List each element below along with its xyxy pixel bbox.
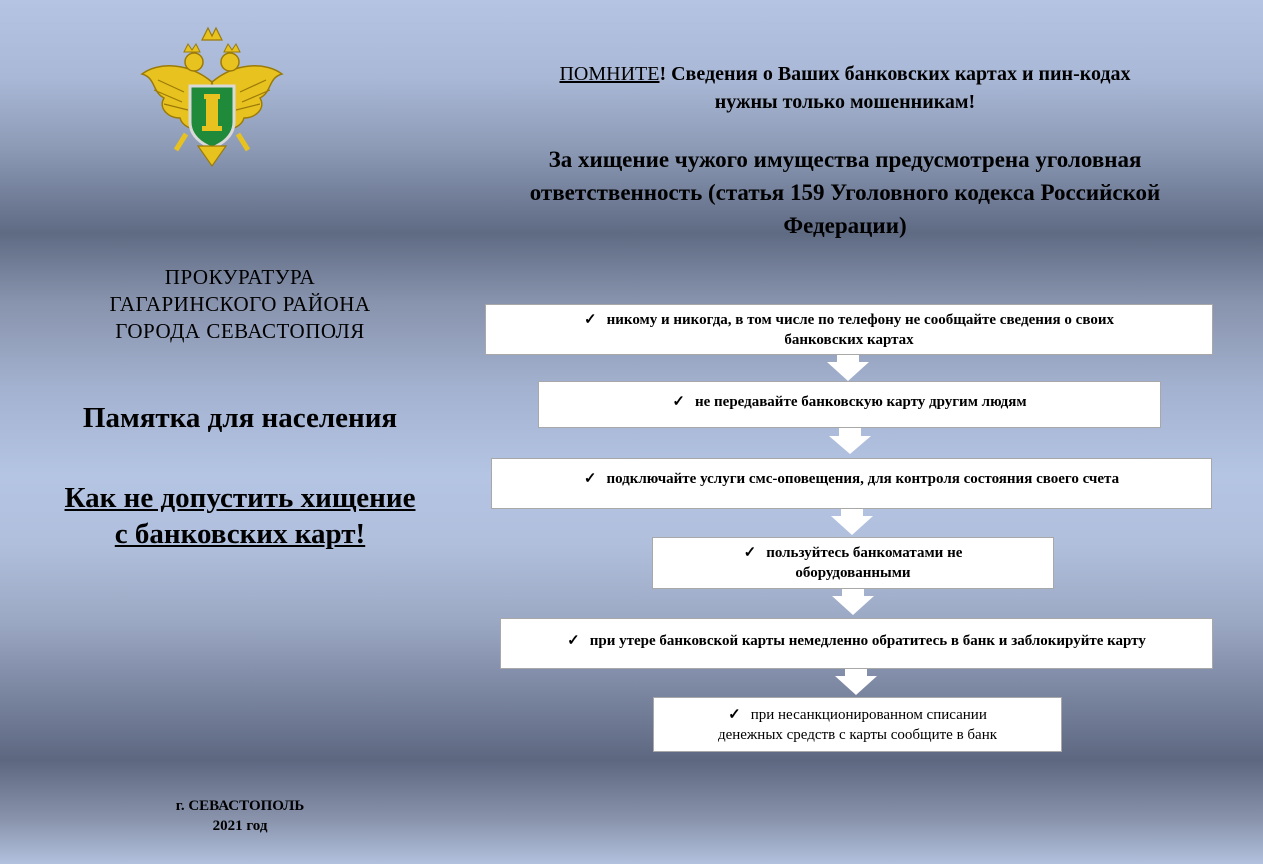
memo-title: Памятка для населения — [82, 402, 398, 434]
step-box-6 — [653, 697, 1062, 752]
down-arrow-icon — [831, 509, 873, 535]
remember-notice — [470, 60, 1220, 116]
check-icon: ✓ — [672, 394, 685, 410]
check-icon: ✓ — [584, 312, 597, 328]
step-box-4 — [652, 537, 1054, 589]
memo-subtitle-line-2: с банковских карт! — [114, 518, 366, 550]
step-4-line-2: оборудованными — [795, 565, 911, 581]
remember-line-2: нужны только мошенникам! — [714, 91, 976, 113]
step-1-line-1: никому и никогда, в том числе по телефону не сообщайте сведения о своих — [606, 312, 1114, 328]
organization-name — [60, 264, 420, 345]
step-6-line-2: денежных средств с карты сообщите в банк — [717, 727, 998, 743]
step-box-3 — [491, 458, 1212, 509]
step-1-line-2: банковских картах — [784, 332, 914, 348]
step-5-line-1: при утере банковской карты немедленно обратитесь в банк и заблокируйте карту — [589, 633, 1146, 649]
remember-text: ! Сведения о Ваших банковских картах и пин-кодах — [659, 63, 1131, 85]
down-arrow-icon — [835, 669, 877, 695]
check-icon: ✓ — [743, 545, 757, 561]
check-icon: ✓ — [583, 471, 597, 487]
check-icon: ✓ — [728, 707, 741, 723]
org-line-3: ГОРОДА СЕВАСТОПОЛЯ — [115, 319, 365, 343]
prosecutor-emblem — [138, 22, 286, 170]
down-arrow-icon — [827, 355, 869, 381]
org-line-1: ПРОКУРАТУРА — [164, 265, 316, 289]
remember-word: ПОМНИТЕ — [559, 63, 660, 85]
down-arrow-icon — [832, 589, 874, 615]
down-arrow-icon — [829, 428, 871, 454]
liability-line-2: ответственность (статья 159 Уголовного кодекса Российской — [529, 180, 1161, 205]
city-year — [120, 796, 360, 836]
step-2-line-1: не передавайте банковскую карту другим людям — [694, 394, 1027, 410]
liability-notice — [460, 143, 1230, 242]
step-6-line-1: при несанкционированном списании — [750, 707, 987, 723]
step-box-5 — [500, 618, 1213, 669]
liability-line-1: За хищение чужого имущества предусмотрена уголовная — [548, 147, 1142, 172]
step-3-line-1: подключайте услуги смс-оповещения, для контроля состояния своего счета — [606, 471, 1120, 487]
memo-subtitle — [30, 480, 450, 552]
step-4-line-1: пользуйтесь банкоматами не — [766, 545, 963, 561]
liability-line-3: Федерации) — [783, 213, 907, 238]
org-line-2: ГАГАРИНСКОГО РАЙОНА — [109, 292, 371, 316]
check-icon: ✓ — [567, 633, 580, 649]
year: 2021 год — [212, 818, 268, 834]
memo-subtitle-line-1: Как не допустить хищение — [64, 482, 416, 514]
step-box-1 — [485, 304, 1213, 355]
step-box-2 — [538, 381, 1161, 428]
city: г. СЕВАСТОПОЛЬ — [175, 798, 305, 814]
